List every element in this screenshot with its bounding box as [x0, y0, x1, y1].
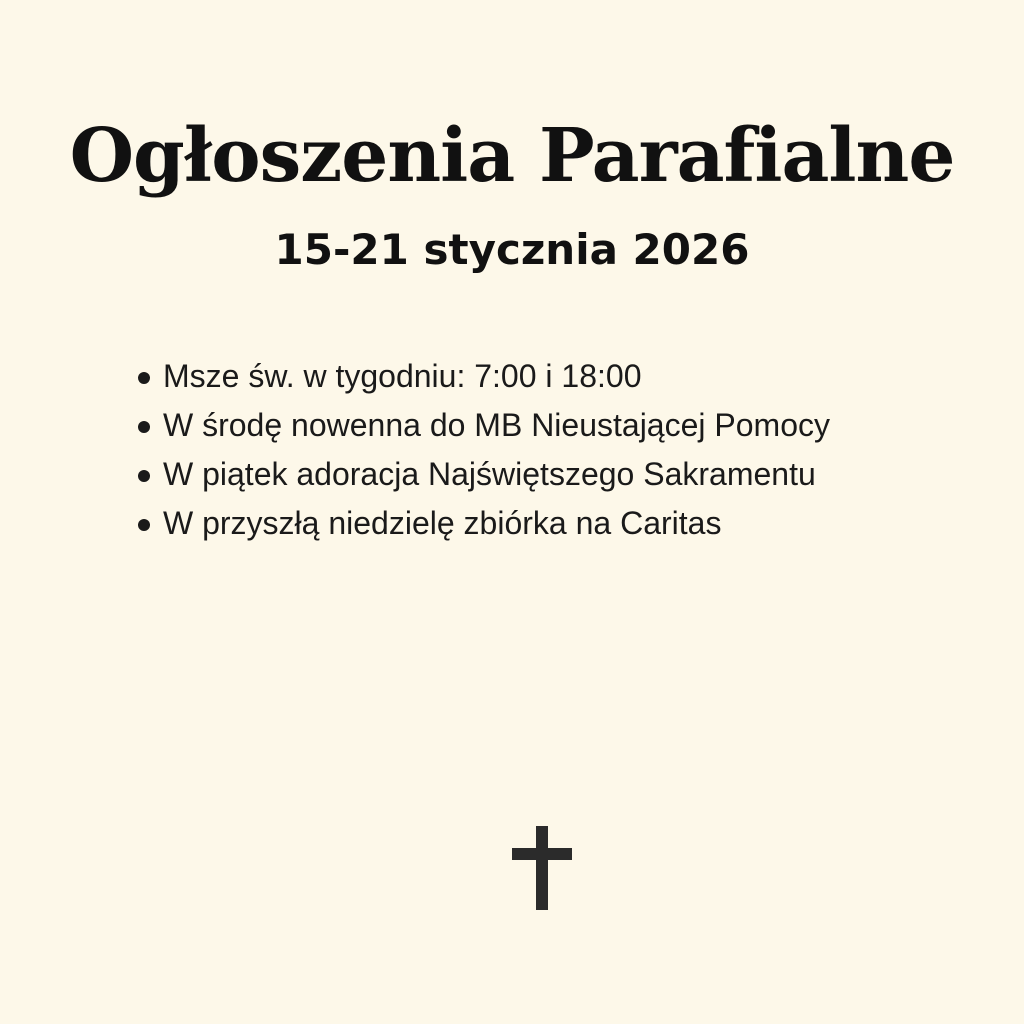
- list-item: [136, 499, 996, 548]
- list-item: [136, 450, 996, 499]
- bullet-icon: [138, 421, 150, 433]
- bullet-icon: [138, 372, 150, 384]
- date-range: 15-21 stycznia 2026: [274, 225, 750, 274]
- announcement-text: W piątek adoracja Najświętszego Sakramentu: [163, 456, 816, 492]
- cross-horizontal-bar: [512, 848, 572, 860]
- page-title: Ogłoszenia Parafialne: [69, 113, 955, 199]
- bullet-icon: [138, 519, 150, 531]
- cross-icon: [512, 826, 572, 910]
- announcement-list: [136, 352, 996, 548]
- bullet-icon: [138, 470, 150, 482]
- announcement-text: W środę nowenna do MB Nieustającej Pomocy: [163, 407, 830, 443]
- cross-vertical-bar: [536, 826, 548, 910]
- list-item: [136, 352, 996, 401]
- list-item: [136, 401, 996, 450]
- announcement-text: Msze św. w tygodniu: 7:00 i 18:00: [163, 358, 642, 394]
- announcement-text: W przyszłą niedzielę zbiórka na Caritas: [163, 505, 722, 541]
